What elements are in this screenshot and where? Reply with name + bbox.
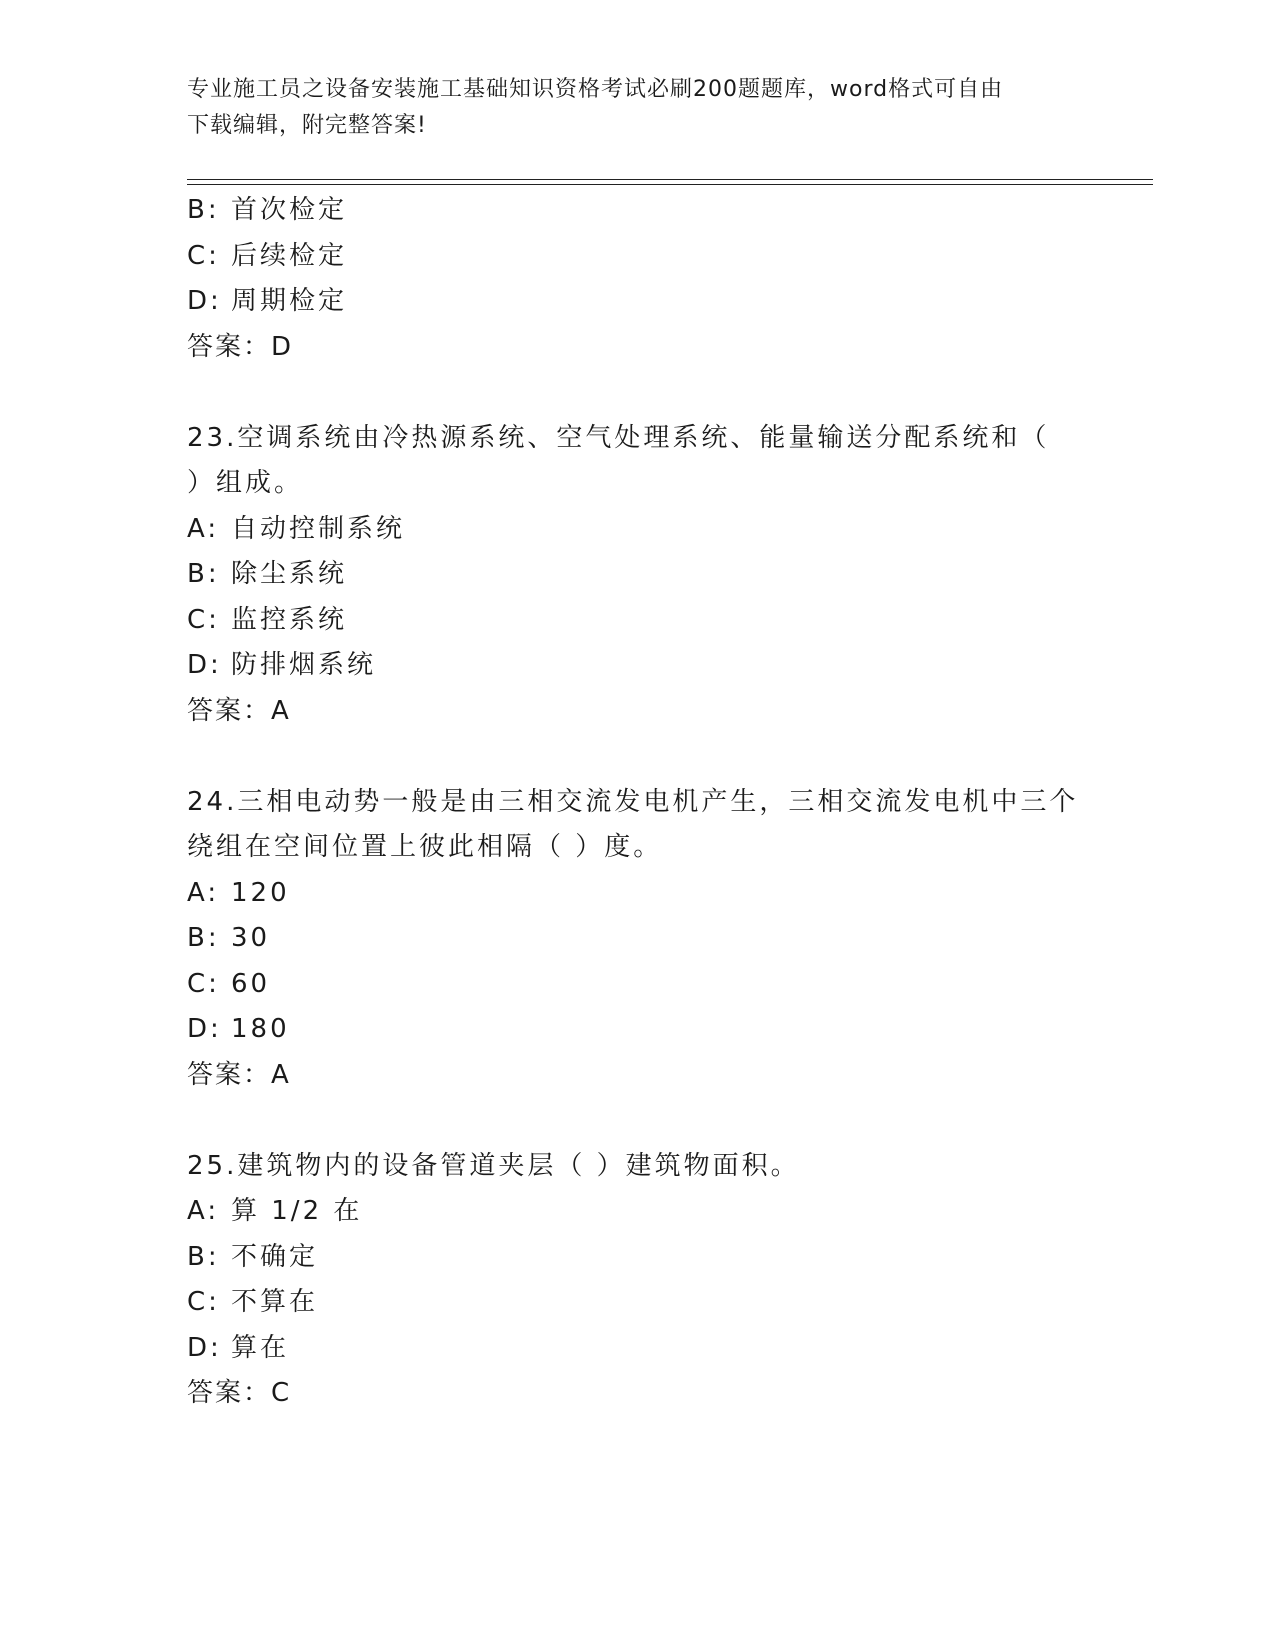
option-a: A: 120: [187, 877, 290, 908]
option-b: B: 30: [187, 923, 271, 953]
option-c: C: 60: [187, 968, 271, 999]
document-body: [187, 188, 1087, 1417]
question-text: 23.空调系统由冷热源系统、空气处理系统、能量输送分配系统和（: [187, 422, 1050, 453]
question-text-cont: 绕组在空间位置上彼此相隔（ ）度。: [187, 832, 663, 862]
header-line-1: 专业施工员之设备安装施工基础知识资格考试必刷200题题库，word格式可自由: [187, 77, 1004, 102]
answer-line: 答案：A: [187, 695, 291, 726]
option-a: A: 算 1/2 在: [187, 1196, 363, 1226]
option-d: D: 算在: [187, 1332, 290, 1363]
question-24: [187, 780, 1087, 1099]
option-c: C: 监控系统: [187, 604, 348, 635]
answer-line: 答案：D: [187, 331, 294, 362]
question-text-cont: ）组成。: [187, 468, 304, 498]
option-d: D: 周期检定: [187, 286, 348, 316]
document-header: [187, 72, 1067, 144]
option-d: D: 180: [187, 1014, 290, 1044]
header-divider-top: [187, 179, 1153, 180]
option-b: B: 首次检定: [187, 195, 348, 225]
header-divider-bottom: [187, 184, 1153, 185]
question-23: [187, 416, 1087, 735]
option-c: C: 后续检定: [187, 240, 348, 271]
option-d: D: 防排烟系统: [187, 650, 377, 680]
question-text: 25.建筑物内的设备管道夹层（ ）建筑物面积。: [187, 1150, 800, 1181]
option-c: C: 不算在: [187, 1287, 319, 1317]
option-b: B: 不确定: [187, 1241, 319, 1272]
question-text: 24.三相电动势一般是由三相交流发电机产生，三相交流发电机中三个: [187, 786, 1079, 817]
option-b: B: 除尘系统: [187, 559, 348, 589]
question-25: [187, 1144, 1087, 1417]
answer-line: 答案：A: [187, 1059, 291, 1090]
option-a: A: 自动控制系统: [187, 513, 406, 544]
answer-line: 答案：C: [187, 1378, 292, 1408]
question-22-continued: [187, 188, 1087, 370]
header-line-2: 下载编辑，附完整答案!: [187, 113, 427, 138]
